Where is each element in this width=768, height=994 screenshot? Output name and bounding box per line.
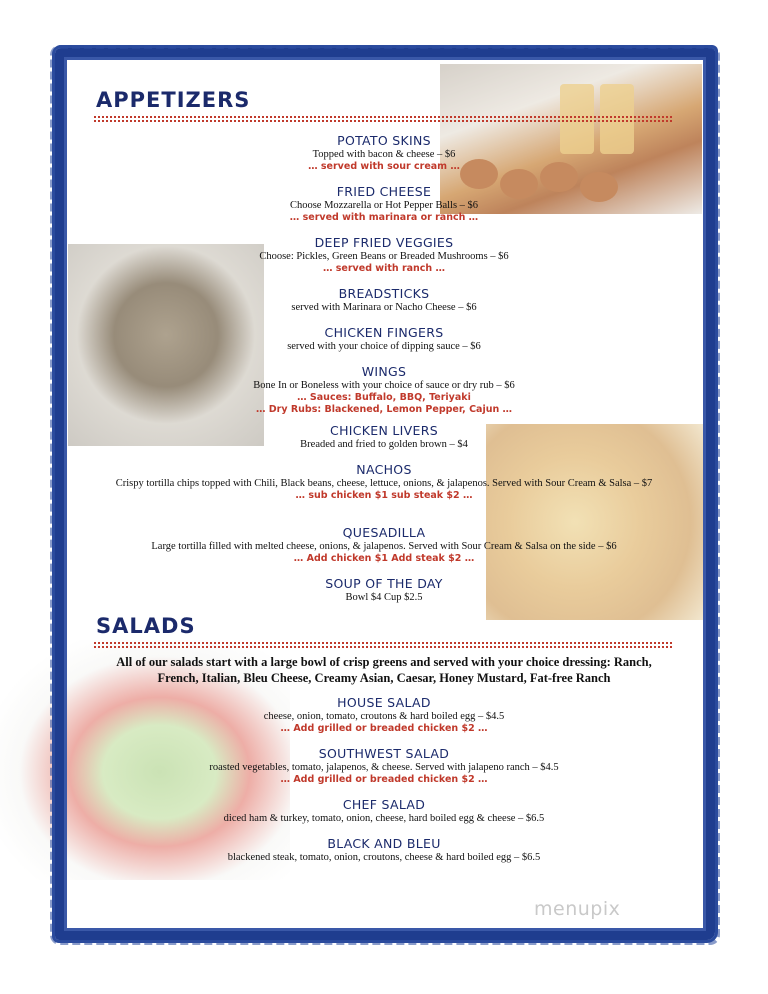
item-name: HOUSE SALAD: [337, 695, 431, 710]
item-name: QUESADILLA: [342, 525, 426, 540]
item-name: WINGS: [361, 364, 407, 379]
item-description: Bone In or Boneless with your choice of sauce or dry rub – $6: [253, 380, 515, 391]
menu-item: [96, 133, 672, 173]
salads-intro: All of our salads start with a large bowl of crisp greens and served with your choice dressing: Ranch, French, Italian, Bleu Cheese, Creamy Asian, Caesar, Honey Mustard, Fat-free Ranch: [116, 655, 652, 685]
menu-item: [96, 525, 672, 565]
item-extra: … served with marinara or ranch …: [289, 212, 479, 223]
menu-item: [96, 576, 672, 604]
item-name: SOUTHWEST SALAD: [318, 746, 450, 761]
item-description: diced ham & turkey, tomato, onion, cheese, hard boiled egg & cheese – $6.5: [223, 813, 545, 824]
menu-item: [96, 364, 672, 416]
item-description: Breaded and fried to golden brown – $4: [300, 439, 468, 450]
item-description: Large tortilla filled with melted cheese, onions, & jalapenos. Served with Sour Cream & Salsa on the side – $6: [151, 541, 617, 552]
item-name: POTATO SKINS: [337, 133, 431, 148]
salads-heading: SALADS: [96, 614, 196, 638]
item-extra: … Dry Rubs: Blackened, Lemon Pepper, Cajun …: [255, 404, 513, 415]
item-description: roasted vegetables, tomato, jalapenos, & cheese. Served with jalapeno ranch – $4.5: [209, 762, 559, 773]
menu-item: [96, 746, 672, 786]
appetizers-heading: APPETIZERS: [96, 88, 251, 112]
item-extra: … sub chicken $1 sub steak $2 …: [295, 490, 473, 501]
item-extra: … Add grilled or breaded chicken $2 …: [280, 723, 488, 734]
item-extra: … served with ranch …: [322, 263, 446, 274]
item-description: Bowl $4 Cup $2.5: [345, 592, 423, 603]
menu-item: [96, 797, 672, 825]
item-extra: … served with sour cream …: [308, 161, 460, 172]
menu-item: [96, 462, 672, 502]
item-name: DEEP FRIED VEGGIES: [314, 235, 454, 250]
item-description: Crispy tortilla chips topped with Chili, Black beans, cheese, lettuce, onions, & jalapenos. Served with Sour Cream & Salsa – $7: [115, 478, 653, 489]
item-description: Topped with bacon & cheese – $6: [312, 149, 456, 160]
item-description: Choose Mozzarella or Hot Pepper Balls – $6: [289, 200, 479, 211]
menu-item: [96, 235, 672, 275]
menu-item: [96, 184, 672, 224]
appetizers-divider: [94, 116, 672, 122]
item-description: blackened steak, tomato, onion, croutons, cheese & hard boiled egg – $6.5: [227, 852, 541, 863]
item-name: CHICKEN FINGERS: [324, 325, 444, 340]
item-name: FRIED CHEESE: [336, 184, 432, 199]
menupix-watermark: menupix: [534, 898, 621, 920]
menu-item: [96, 325, 672, 353]
item-description: served with Marinara or Nacho Cheese – $6: [291, 302, 477, 313]
item-name: CHEF SALAD: [342, 797, 426, 812]
menu-item: [96, 286, 672, 314]
menu-item: [96, 423, 672, 451]
item-extra: … Add grilled or breaded chicken $2 …: [280, 774, 488, 785]
item-description: cheese, onion, tomato, croutons & hard boiled egg – $4.5: [263, 711, 505, 722]
item-name: NACHOS: [356, 462, 412, 477]
item-name: BLACK AND BLEU: [327, 836, 441, 851]
menu-item: [96, 836, 672, 864]
salads-divider: [94, 642, 672, 648]
item-extra: … Sauces: Buffalo, BBQ, Teriyaki: [297, 392, 471, 403]
item-name: BREADSTICKS: [338, 286, 430, 301]
item-description: served with your choice of dipping sauce – $6: [287, 341, 481, 352]
item-description: Choose: Pickles, Green Beans or Breaded Mushrooms – $6: [259, 251, 509, 262]
menu-item: [96, 695, 672, 735]
item-name: SOUP OF THE DAY: [325, 576, 443, 591]
item-extra: … Add chicken $1 Add steak $2 …: [293, 553, 475, 564]
item-name: CHICKEN LIVERS: [330, 423, 438, 438]
